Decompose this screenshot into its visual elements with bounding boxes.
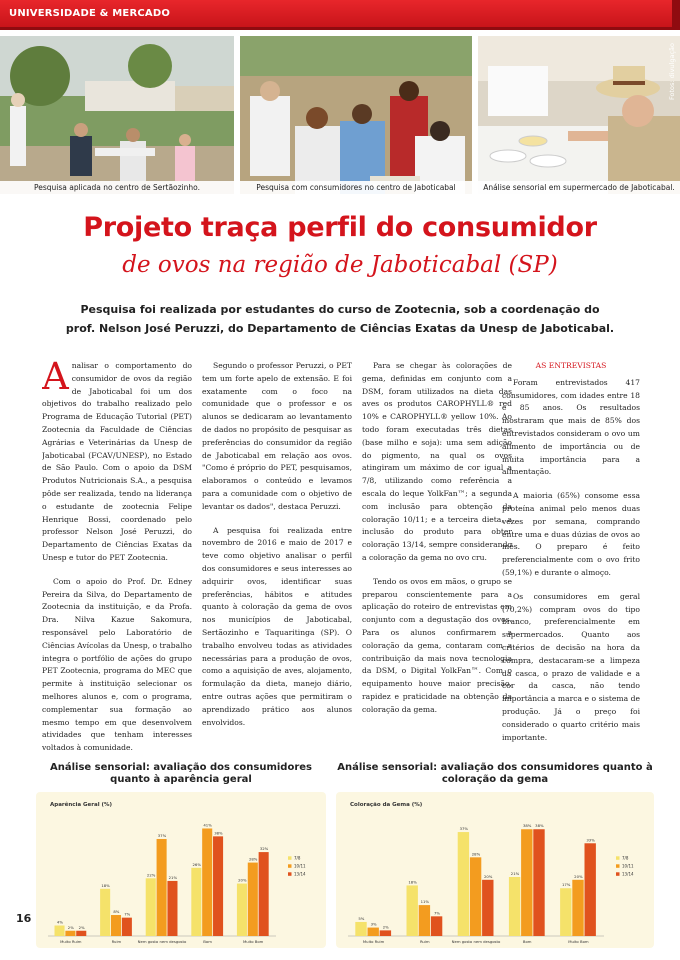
legend-entry: 10/11: [294, 863, 306, 869]
chart-value-label: 5%: [358, 915, 365, 921]
chart-value-label: 41%: [203, 822, 212, 828]
chart-value-label: 20%: [238, 877, 247, 883]
photo-credit: Fotos: divulgação: [668, 43, 676, 100]
chart-bar: [202, 828, 212, 936]
article-lead: [40, 300, 640, 338]
legend-entry: 7/8: [294, 855, 301, 861]
legend-swatch: [288, 856, 292, 860]
chart-bar: [167, 881, 177, 936]
chart-value-label: 17%: [561, 882, 571, 888]
section-title: UNIVERSIDADE & MERCADO: [9, 8, 171, 19]
legend-swatch: [288, 864, 292, 868]
chart-bar: [237, 884, 247, 936]
article-subheadline: de ovos na região de Jaboticabal (SP): [122, 252, 558, 278]
header-bar-edge: [672, 0, 680, 30]
chart-value-label: 20%: [574, 873, 583, 879]
chart-value-label: 33%: [586, 837, 595, 843]
chart-category-label: Nem gosto nem desgosto: [451, 939, 501, 944]
chart-category-label: Ruim: [419, 939, 430, 944]
photo-supermercado: [478, 36, 680, 194]
chart-bar: [65, 931, 75, 936]
chart-2-svg: [336, 792, 654, 948]
chart-value-label: 38%: [214, 830, 223, 836]
column-4-paragraph-1: Foram entrevistados 417 consumidores, com idades entre 18 e 85 anos. Os resultados mostraram que mais de 85% dos entrevistados consideram o ovo um alimento de importância ou de muita importância para a alimentação.: [502, 377, 640, 477]
article-column-2: [202, 360, 352, 755]
legend-swatch: [616, 856, 620, 860]
chart-aparencia-geral: [36, 762, 326, 948]
article-column-3: [362, 360, 512, 755]
chart-category-label: Muito Ruim: [60, 939, 82, 944]
chart-bar: [407, 885, 418, 936]
chart-value-label: 21%: [168, 874, 178, 880]
column-1-paragraph-2: Com o apoio do Prof. Dr. Edney Pereira da Silva, do Departamento de Zootecnia da instituição, e da Profa. Dra. Nilva Kazue Sakomura, responsável pelo Laboratório de Ciências Avícolas da Unesp, o trabalho integra o portfólio de ações do grupo PET Zootecnia, programa do MEC que permite à instituição selecionar os melhores alunos e, com o programa, complementar sua formação ao mesmo tempo em que desenvolvem atividades que tenham interesses voltados à comunidade.: [42, 576, 192, 753]
chart-value-label: 7%: [433, 910, 441, 916]
column-1-paragraph-1: [42, 360, 192, 565]
chart-2-plot-area: [336, 792, 654, 948]
chart-category-label: Nem gosto nem desgosto: [137, 939, 187, 944]
chart-category-label: Muito Bom: [243, 939, 264, 944]
legend-swatch: [288, 872, 292, 876]
chart-value-label: 2%: [382, 924, 389, 930]
legend-swatch: [616, 872, 620, 876]
article-headline: Projeto traça perfil do consumidor: [83, 212, 597, 243]
chart-category-label: Muito Bom: [568, 939, 589, 944]
chart-bar: [248, 863, 258, 936]
chart-bar: [584, 843, 595, 936]
chart-value-label: 38%: [522, 823, 532, 829]
chart-value-label: 18%: [408, 879, 417, 885]
chart-bar: [368, 928, 379, 936]
chart-bar: [521, 829, 532, 936]
chart-value-label: 28%: [471, 851, 481, 857]
section-header-bar: [0, 0, 680, 30]
photo-caption-2: Pesquisa com consumidores no centro de Jaboticabal: [240, 181, 472, 194]
chart-category-label: Bom: [522, 939, 532, 944]
chart-bar: [111, 915, 121, 936]
chart-bar: [122, 918, 132, 936]
chart-value-label: 38%: [535, 823, 544, 829]
chart-value-label: 4%: [56, 919, 63, 925]
column-4-paragraph-2: A maioria (65%) consome essa proteína animal pelo menos duas vezes por semana, comprando entre uma e duas dúzias de ovos ao mês. O preparo é feito preferencialmente com o ovo frito (59,1%) e durante o almoço.: [502, 491, 640, 577]
chart-bar: [380, 930, 391, 936]
chart-bar: [458, 832, 469, 936]
column-3-paragraph-1: Para se chegar às colorações de gema, definidas em conjunto com a DSM, foram utilizados na dieta das aves os produtos CAROPHYLL® red 10% e CAROPHYLL® yellow 10%. Ao todo foram executadas três dietas (base milho e soja): uma sem adição do pigmento, na qual os ovos atingiram um máximo de cor igual a 7/8, utilizando como referência a escala do leque YolkFan™; a segunda com inclusão para obtenção da coloração 10/11; e a terceira dieta, a inclusão do produto para obter coloração 13/14, sempre considerando a coloração da gema no ovo cru.: [362, 361, 512, 562]
column-3-paragraph-2: Tendo os ovos em mãos, o grupo se preparou conscientemente para a aplicação do roteiro de entrevistas em conjunto com a degustação dos ovos. Para os alunos confirmarem a coloração da gema, contaram com a contribuição da mais nova tecnologia da DSM, o Digital YolkFan™. Com o equipamento houve maior precisão, rapidez e praticidade na obtenção da coloração da gema.: [362, 576, 512, 714]
article-column-4: [502, 360, 640, 755]
chart-bar: [259, 852, 269, 936]
chart-value-label: 37%: [157, 832, 167, 838]
chart-bar: [533, 829, 544, 936]
drop-cap: A: [42, 360, 69, 398]
chart-value-label: 26%: [192, 861, 201, 867]
legend-entry: 10/11: [622, 863, 634, 869]
column-2-paragraph-2: A pesquisa foi realizada entre novembro de 2016 e maio de 2017 e teve como objetivo analisar o perfil dos consumidores e seus interesses ao adquirir ovos, identificar suas preferências, hábitos e atitudes quanto à coloração da gema de ovos nos municípios de Jaboticabal, Sertãozinho e Taquaritinga (SP). O trabalho envolveu todas as atividades necessárias para a produção de ovos, como a aquisição de aves, alojamento, formulação da dieta, manejo diário, entre outras ações que permitiram o aprendizado prático aos alunos envolvidos.: [202, 525, 352, 727]
chart-value-label: 3%: [370, 921, 377, 927]
photo-jaboticabal-centro: [240, 36, 472, 194]
photo-caption-3: Análise sensorial em supermercado de Jaboticabal.: [478, 181, 680, 194]
photo-sertaozinho-image: [0, 36, 234, 194]
chart-bar: [100, 889, 110, 936]
chart-value-label: 8%: [113, 909, 120, 915]
chart-category-label: Bom: [203, 939, 212, 944]
chart-bar: [191, 868, 201, 936]
column-4-subtitle: AS ENTREVISTAS: [535, 361, 607, 370]
chart-value-label: 18%: [101, 882, 110, 888]
legend-entry: 7/8: [622, 855, 629, 861]
chart-value-label: 22%: [146, 872, 156, 878]
chart-inner-title: Aparência Geral (%): [50, 802, 113, 808]
photo-sertaozinho: [0, 36, 234, 194]
chart-value-label: 37%: [459, 826, 469, 832]
chart-category-label: Ruim: [111, 939, 122, 944]
chart-bar: [419, 905, 430, 936]
chart-bar: [146, 878, 156, 936]
chart-bar: [157, 839, 167, 936]
chart-bar: [470, 857, 481, 936]
chart-value-label: 28%: [248, 856, 258, 862]
chart-value-label: 7%: [124, 911, 131, 917]
column-2-paragraph-1: Segundo o professor Peruzzi, o PET tem um forte apelo de extensão. E foi exatamente com o foco na comunidade que o professor e os alunos se dedicaram ao levantamento de dados no propósito de pesquisar as preferências do consumidor da região de Jaboticabal em relação aos ovos. "Como é próprio do PET, pesquisamos, elaboramos o conteúdo e levamos para a comunidade com o objetivo de levantar os dados", destaca Peruzzi.: [202, 361, 352, 511]
chart-bar: [431, 916, 442, 936]
chart-value-label: 21%: [510, 871, 520, 876]
chart-bar: [213, 836, 223, 936]
chart-bar: [355, 922, 366, 936]
chart-value-label: 11%: [420, 899, 430, 905]
chart-1-plot-area: [36, 792, 326, 948]
chart-value-label: 20%: [483, 873, 493, 879]
chart-bar: [55, 926, 65, 936]
chart-value-label: 2%: [67, 924, 74, 930]
legend-swatch: [616, 864, 620, 868]
chart-value-label: 2%: [78, 924, 85, 930]
photo-supermercado-image: [478, 36, 680, 194]
legend-entry: 13/14: [622, 871, 634, 877]
chart-bar: [76, 931, 86, 936]
legend-entry: 13/14: [294, 871, 306, 877]
chart-coloracao-gema: [336, 762, 654, 948]
photo-caption-1: Pesquisa aplicada no centro de Sertãozinho.: [0, 181, 234, 194]
chart-1-title: Análise sensorial: avaliação dos consumidores quanto à aparência geral: [49, 762, 312, 785]
lead-line-2: prof. Nelson José Peruzzi, do Departamento de Ciências Exatas da Unesp de Jaboticabal.: [65, 322, 615, 335]
article-column-1: [42, 360, 192, 755]
chart-bar: [572, 880, 583, 936]
lead-line-1: Pesquisa foi realizada por estudantes do curso de Zootecnia, sob a coordenação do: [80, 303, 600, 316]
chart-2-title: Análise sensorial: avaliação dos consumidores quanto à coloração da gema: [337, 762, 653, 785]
chart-bar: [509, 877, 520, 936]
chart-inner-title: Coloração da Gema (%): [350, 802, 423, 808]
chart-bar: [482, 880, 493, 936]
chart-category-label: Muito Ruim: [362, 939, 385, 944]
page-number: 16: [16, 912, 32, 925]
column-4-paragraph-3: Os consumidores em geral (70,2%) compram ovos do tipo branco, preferencialmente em supermercados. Quanto aos critérios de decisão na hora da compra, destacaram-se a limpeza da casca, o prazo de validade e a cor da casca, não tendo importância a marca e o sistema de produção. Já o preço foi considerado o quarto critério mais importante.: [502, 591, 640, 742]
photo-jaboticabal-centro-image: [240, 36, 472, 194]
chart-1-svg: [36, 792, 326, 948]
column-1-paragraph-1-text: nalisar o comportamento do consumidor de ovos da região de Jaboticabal foi um dos objetivos do trabalho realizado pelo Programa de Educação Tutorial (PET) Zootecnia da Faculdade de Ciências Agrárias e Veterinárias da Unesp de Jaboticabal (FCAV/UNESP), no Estado de São Paulo. Com o apoio da DSM Produtos Nutricionais S.A., a pesquisa pôde ser realizada, tendo na liderança o estudante de zootecnia Felipe Henrique Bossi, coordenado pelo professor Nelson José Peruzzi, do Departamento de Ciências Exatas da Unesp e tutor do PET Zootecnia.: [42, 361, 192, 562]
chart-bar: [560, 888, 571, 936]
chart-value-label: 32%: [259, 846, 269, 852]
